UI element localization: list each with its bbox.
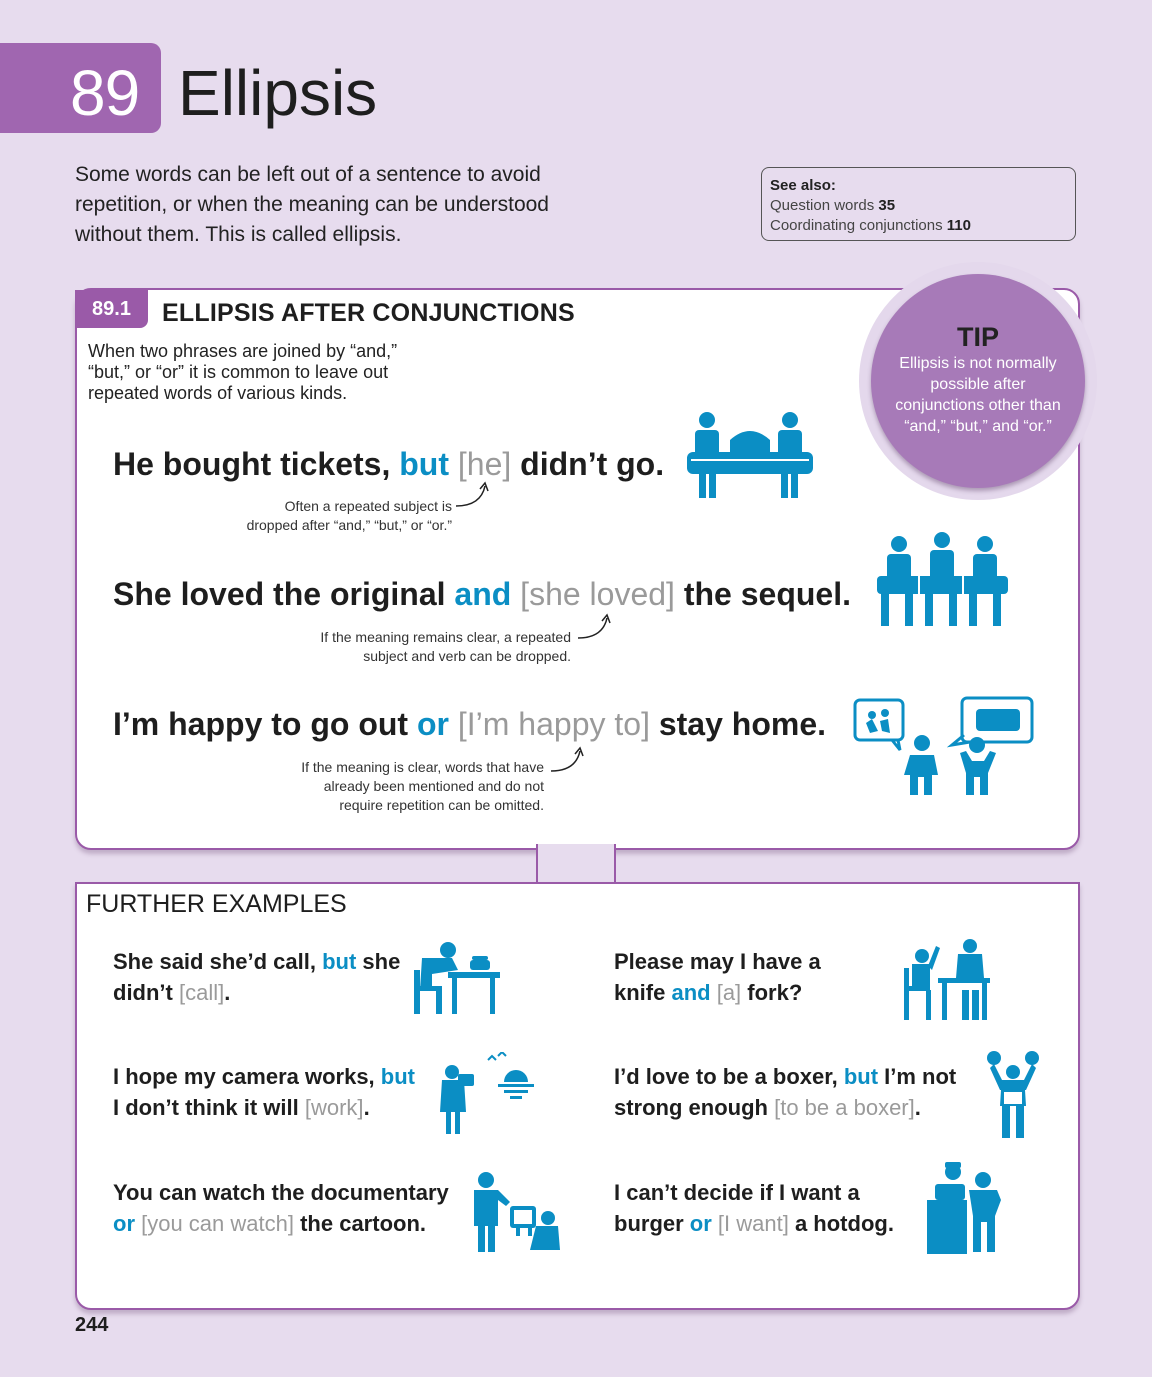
further-examples-title: FURTHER EXAMPLES: [86, 890, 347, 918]
further-example: You can watch the documentary or [you can watch] the cartoon.: [113, 1180, 449, 1236]
intro-text: Some words can be left out of a sentence to avoid repetition, or when the meaning can be understood without them. This is called ellipsis.: [75, 163, 549, 246]
further-example: She said she’d call, but she didn’t [call].: [113, 949, 401, 1005]
see-also-item[interactable]: Question words 35: [770, 197, 896, 214]
example-note: If the meaning remains clear, a repeated subject and verb can be dropped.: [320, 629, 571, 664]
see-also-item[interactable]: Coordinating conjunctions 110: [770, 217, 971, 234]
section-number-badge: 89.1: [75, 290, 148, 328]
further-example: I hope my camera works, but I don’t think it will [work].: [113, 1064, 415, 1120]
example-sentence: He bought tickets, but [he] didn’t go.: [113, 446, 665, 482]
conversation-icon: [852, 695, 1037, 800]
page-number: 244: [75, 1314, 109, 1336]
note-arrow-icon: [547, 745, 587, 775]
chapter-number: 89: [70, 57, 140, 129]
further-example: I’d love to be a boxer, but I’m not strong enough [to be a boxer].: [614, 1064, 957, 1120]
tip-heading: TIP: [956, 322, 999, 352]
photographer-icon: [438, 1052, 538, 1137]
note-arrow-icon: [452, 480, 492, 510]
panel-connector: [538, 844, 614, 884]
tv-watching-icon: [468, 1170, 563, 1255]
people-on-sofa-icon: [685, 410, 815, 500]
see-also-box: [761, 167, 1076, 241]
tip-bubble: [871, 274, 1085, 488]
example-sentence: I’m happy to go out or [I’m happy to] stay home.: [113, 706, 827, 742]
boxer-icon: [986, 1050, 1041, 1140]
food-counter-icon: [925, 1160, 1010, 1255]
section-description: When two phrases are joined by “and,” “but,” or “or” it is common to leave out repeated words of various kinds.: [88, 341, 398, 403]
connector-line: [614, 844, 616, 884]
section-title: ELLIPSIS AFTER CONJUNCTIONS: [162, 299, 575, 327]
example-note: If the meaning is clear, words that have already been mentioned and do not require repetition can be omitted.: [301, 759, 544, 813]
example-sentence: She loved the original and [she loved] the sequel.: [113, 576, 851, 612]
cinema-audience-icon: [875, 530, 1010, 630]
further-example: I can’t decide if I want a burger or [I want] a hotdog.: [614, 1180, 894, 1236]
tip-text: Ellipsis is not normally possible after conjunctions other than “and,” “but,” and “or.”: [895, 355, 1061, 435]
restaurant-order-icon: [898, 938, 993, 1023]
see-also-heading: See also:: [770, 177, 836, 194]
note-arrow-icon: [574, 612, 614, 642]
connector-line: [536, 844, 538, 884]
example-note: Often a repeated subject is dropped after “and,” “but,” or “or.”: [246, 498, 452, 533]
further-example: Please may I have a knife and [a] fork?: [614, 949, 821, 1005]
person-at-phone-icon: [412, 940, 502, 1015]
chapter-title: Ellipsis: [178, 57, 378, 129]
